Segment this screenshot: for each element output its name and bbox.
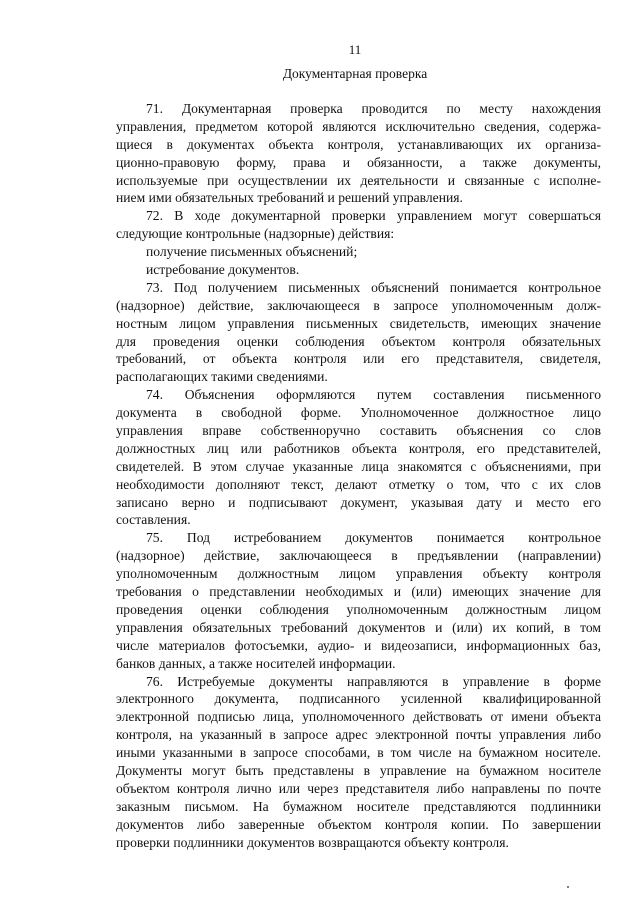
list-item-line: истребование документов.: [146, 262, 300, 278]
paragraph-72-line: 72. В ходе документарной проверки управлением могут совершаться: [146, 208, 601, 224]
paragraph-75-line: уполномоченным должностным лицом управления объекту контроля: [116, 566, 601, 582]
paragraph-75-line: требования о представлении необходимых и (или) имеющих значение для: [116, 584, 601, 600]
paragraph-76-line: заказным письмом. На бумажном носителе представляются подлинники: [116, 798, 601, 814]
paragraph-74-line: необходимости дополняют текст, делают отметку о том, что с их слов: [116, 476, 601, 492]
paragraph-74-line: 74. Объяснения оформляются путем составления письменного: [146, 387, 601, 403]
paragraph-74-line: документа в свободной форме. Уполномоченное должностное лицо: [116, 405, 601, 421]
paragraph-75-line: банков данных, а также носителей информации.: [116, 655, 396, 671]
paragraph-74-line: должностных лиц или работников объекта контроля, его представителей,: [116, 440, 601, 456]
paragraph-73-line: располагающих такими сведениями.: [116, 369, 328, 385]
paragraph-71-line: щиеся в документах объекта контроля, устанавливающих их организа-: [116, 136, 601, 152]
paragraph-74-line: составления.: [116, 512, 191, 528]
paragraph-76-line: Документы могут быть представлены в управление на бумажном носителе: [116, 762, 601, 778]
paragraph-76-line: объектом контроля лично или через представителя либо направлены по почте: [116, 780, 601, 796]
paragraph-71-line: 71. Документарная проверка проводится по месту нахождения: [146, 101, 601, 116]
page-number: 11: [348, 42, 362, 57]
document-body: [116, 100, 601, 851]
paragraph-73-line: 73. Под получением письменных объяснений понимается контрольное: [146, 279, 601, 295]
paragraph-76-line: иными указанными в запросе способами, в том числе на бумажном носителе.: [116, 745, 601, 761]
paragraph-74-line: управления вправе собственноручно составить объяснения со слов: [116, 423, 601, 439]
scan-speck: [567, 886, 569, 888]
paragraph-75-line: 75. Под истребованием документов понимается контрольное: [146, 530, 601, 546]
paragraph-71-line: управления, предметом которой являются исключительно сведения, содержа-: [116, 118, 601, 134]
paragraph-73-line: ностным лицом управления письменных свидетельств, имеющих значение: [116, 315, 601, 331]
paragraph-71-line: нием ими обязательных требований и решений управления.: [116, 190, 463, 206]
paragraph-76-line: 76. Истребуемые документы направляются в управление в форме: [146, 673, 601, 689]
paragraph-73-line: (надзорное) действие, заключающееся в запросе уполномоченным долж-: [116, 297, 601, 313]
paragraph-74-line: записано верно и подписывают документ, указывая дату и место его: [116, 494, 601, 510]
paragraph-76-line: контроля, на указанный в запросе адрес электронной почты управления либо: [116, 727, 601, 743]
section-title: Документарная проверка: [282, 66, 428, 81]
paragraph-74-line: свидетелей. В этом случае указанные лица знакомятся с объяснениями, при: [116, 458, 601, 474]
paragraph-76-line: документов либо заверенные объектом контроля копии. По завершении: [116, 816, 601, 832]
paragraph-71-line: ционно-правовую форму, права и обязанности, а также документы,: [116, 154, 601, 170]
paragraph-71-line: используемые при осуществлении их деятельности и связанные с исполне-: [116, 172, 601, 188]
paragraph-76-line: проверки подлинники документов возвращаются объекту контроля.: [116, 834, 509, 850]
paragraph-76-line: электронной подписью лица, уполномоченного действовать от имени объекта: [116, 709, 601, 725]
paragraph-76-line: электронного документа, подписанного усиленной квалифицированной: [116, 691, 601, 707]
list-item-line: получение письменных объяснений;: [146, 244, 358, 260]
paragraph-75-line: управления обязательных требований документов и (или) их копий, в том: [116, 619, 601, 635]
paragraph-73-line: требований, от объекта контроля или его представителя, свидетеля,: [116, 351, 601, 367]
paragraph-75-line: проведения оценки соблюдения уполномоченным должностным лицом: [116, 601, 601, 617]
paragraph-75-line: числе материалов фотосъемки, аудио- и видеозаписи, информационных баз,: [116, 637, 601, 653]
paragraph-72-line: следующие контрольные (надзорные) действия:: [116, 226, 395, 242]
paragraph-73-line: для проведения оценки соблюдения объектом контроля обязательных: [116, 333, 601, 349]
paragraph-75-line: (надзорное) действие, заключающееся в предъявлении (направлении): [116, 548, 601, 564]
